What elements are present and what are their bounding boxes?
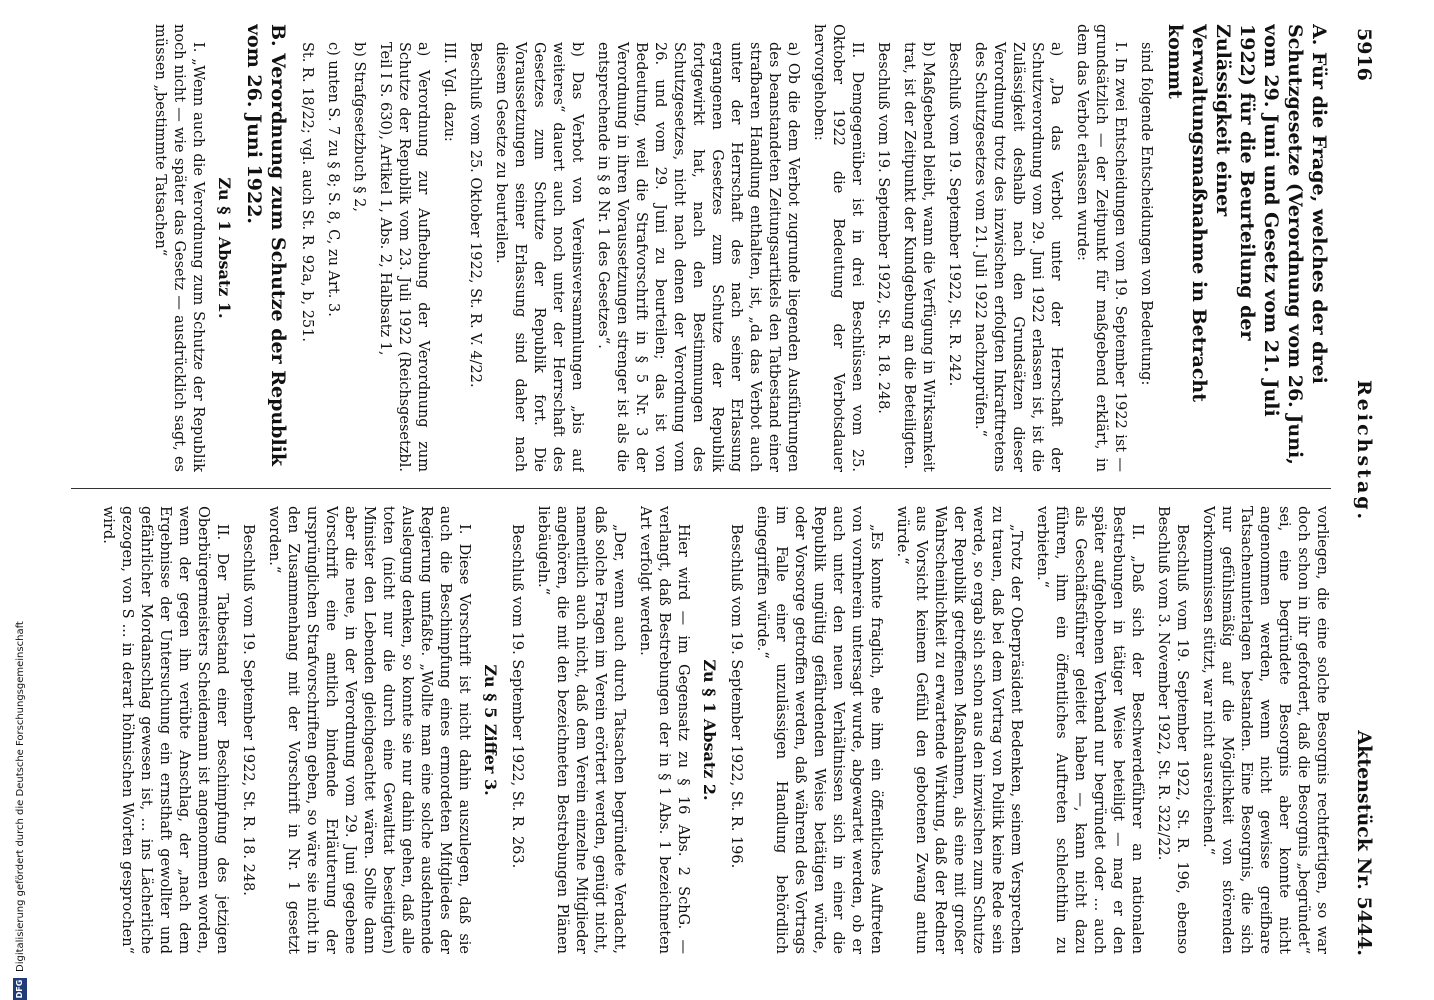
rotated-document-page [45,20,1375,980]
reference: Beschluß vom 19. September 1922, St. R. 18. 248. [875,42,891,414]
paragraph: Hier wird — im Gegensatz zu § 16 Abs. 2 SchG. — verlangt, daß Bestrebungen der in § 1 Abs. 1 bezeichneten Art verfolgt werden. [637,506,691,954]
page-header [1347,20,1375,980]
paragraph: a) Verordnung zur Aufhebung der Verordnung zum Schutze der Republik vom 23. Juli 1922 (Reichsgesetzbl. Teil I S. 630), Artikel 1, Abs. 2, Halbsatz 1, [377,42,431,472]
paragraph: „Es konnte fraglich, ehe ihm ein öffentliches Auftreten von vornherein untersagt wurde, abgewartet werden, ob er auch unter den neuen Verhältnissen sich in einer die Republik ungültig gefährdenden Weise betätigen würde, oder Vorsorge getroffen werden, daß während des Vortrags im Falle einer unzulässigen Handlung behördlich eingegriffen würde.“ [754,506,884,954]
reference: Beschluß vom 19. September 1922, St. R. 263. [509,524,525,869]
digitization-credit [8,0,34,1000]
paragraph: III. Vgl. dazu: [441,42,457,142]
section-a-heading: A. Für die Frage, welches der drei Schutzgesetze (Verordnung vom 26. Juni, vom 29. Juni und Gesetz vom 21. Juli 1922) für die Beurteilung der Zulässigkeit einer Verwaltungsmaßnahme in Betracht kommt [1164,24,1330,465]
reference: Beschluß vom 25. Oktober 1922, St. R. V. 4/22. [467,42,483,388]
column-divider [71,488,1331,489]
dfg-logo: DFG [13,978,27,1000]
left-column [61,24,1331,472]
paragraph: I. „Wenn auch die Verordnung zum Schutze der Republik noch nicht — wie später das Gesetz — ausdrücklich sagt, es müssen „bestimmte Tatsachen“ [152,24,206,472]
page-number: 5916 [1353,28,1375,81]
subsection-heading: Zu § 1 Absatz 2. [700,659,719,801]
header-title: Reichstag. [1353,380,1375,523]
credit-text: Digitalisierung gefördert durch die Deutsche Forschungsgemeinschaft [15,621,26,972]
paragraph: b) Maßgebend bleibt, wann die Verfügung in Wirksamkeit trat, ist der Zeitpunkt der Kundgebung an die Beteiligten. [901,42,936,472]
section-b-heading: B. Verordnung zum Schutze der Republik vom 26. Juni 1922. [243,24,289,467]
subsection-heading: Zu § 1 Absatz 1. [215,177,234,319]
paragraph: II. „Daß sich der Beschwerdeführer an nationalen Bestrebungen in tätiger Weise beteiligt — mag er den später aufgehobenen Verband nur begründet oder ... auch als Geschäftsführer geleitet haben —, kann nicht dazu führen, ihm ein öffentliches Auftreten schlechthin zu verbieten.“ [1034,506,1145,954]
reference: Beschluß vom 19. September 1922, St. R. 196. [728,524,744,869]
paragraph: I. In zwei Entscheidungen vom 19. September 1922 ist — grundsätzlich — der Zeitpunkt für maßgebend erklärt, in dem das Verbot erlassen wurde: [1074,24,1128,472]
paragraph: b) Strafgesetzbuch § 2, [351,42,367,212]
paragraph: vorliegen, die eine solche Besorgnis rechtfertigen, so war doch schon in ihr gefordert, daß die Besorgnis „begründet“ sei, eine begründete Besorgnis aber konnte nicht angenommen werden, wenn nicht gewisse greifbare Tatsachenunterlagen bestanden. Eine Besorgnis, die sich nur gefühlsmäßig auf die Möglichkeit von störenden Vorkommnissen stützt, war nicht ausreichend.“ [1200,506,1330,954]
paragraph: b) Das Verbot von Vereinsversammlungen „bis auf weiteres“ dauert auch noch unter der Herrschaft des Gesetzes zum Schutze der Republik fort. Die Voraussetzungen seiner Erlassung sind daher nach diesem Gesetze zu beurteilen. [493,42,585,472]
document-label: Aktenstück Nr. 5444. [1353,730,1375,956]
reference: Beschluß vom 19. September 1922, St. R. 242. [946,42,962,387]
paragraph: I. Diese Vorschrift ist nicht dahin auszulegen, daß sie auch die Beschimpfung eines ermordeten Mitgliedes der Regierung umfaßte. „Wollte man eine solche ausdehnende Auslegung denken, so konnte sie nur dahin gehen, daß alle toten (nicht nur die durch eine Gewalttat beseitigten) Minister den Lebenden gleichgeachtet wären. Sollte dann aber die neue, in der Verordnung vom 29. Juni gegebene Vorschrift eine amtlich bindende Erläuterung der ursprünglichen Strafvorschriften geben, so wäre sie nicht in den Zusammenhang mit der Vorschrift in Nr. 1 gesetzt worden.“ [266,506,472,954]
reference: Beschluß vom 19. September 1922, St. R. 18. 248. [240,524,256,896]
paragraph: „Der, wenn auch durch Tatsachen begründete Verdacht, daß solche Fragen im Verein erörtert werden, genügt nicht, namentlich auch nicht, daß dem Verein einzelne Mitglieder angehören, die mit den bezeichneten Bestrebungen Plänen liebäugeln.“ [535,506,627,954]
paragraph: „Trotz der Oberpräsident Bedenken, seinem Versprechen zu trauen, daß bei dem Vortrag von Politik keine Rede sein werde, so ergab sich schon aus den inzwischen zum Schutze der Republik getroffenen Maßnahmen, als eine mit großer Wahrscheinlichkeit zu erwartende Wirkung, daß der Redner aus Vorsicht keinem Gefühl den gebotenen Zwang antun würde.“ [894,506,1024,954]
reference: St. R. 18/22; vgl. auch St. R. 92a, b, 251. [299,42,315,342]
paragraph: sind folgende Entscheidungen von Bedeutung: [1138,42,1154,386]
subsection-heading: Zu § 5 Ziffer 3. [481,664,500,796]
paragraph: II. Der Tatbestand einer Beschimpfung des jetzigen Oberbürgermeisters Scheidemann ist angenommen worden, wenn der gegen ihn verübte Anschlag, der „nach dem Ergebnisse der Untersuchung ein ernsthaft gewollter und gefährlicher Mordanschlag gewesen ist, ... ins Lächerliche gezogen, von S ... in derart höhnischen Worten gesprochen“ wird. [100,506,230,954]
right-column [61,506,1331,954]
paragraph: a) „Da das Verbot unter der Herrschaft der Schutzverordnung vom 29. Juni 1922 erlassen ist, ist die Zulässigkeit deshalb nach den Grundsätzen dieser Verordnung trotz des inzwischen erfolgten Inkrafttretens des Schutzgesetzes vom 21. Juli 1922 nachzuprüfen.“ [972,42,1064,472]
paragraph: a) Ob die dem Verbot zugrunde liegenden Ausführungen des beanstandeten Zeitungsartikels den Tatbestand einer strafbaren Handlung enthalten, ist, „da das Verbot auch unter der Herrschaft des nach seiner Erlassung ergangenen Gesetzes zum Schutze der Republik fortgewirkt hat, nach den Bestimmungen des Schutzgesetzes, nicht nach denen der Verordnung vom 26. und vom 29. Juni zu beurteilen; das ist von Bedeutung, weil die Strafvorschrift in § 5 Nr. 3 der Verordnung in ihren Voraussetzungen strenger ist als die entsprechende in § 8 Nr. 1 des Gesetzes“. [595,42,801,472]
reference: Beschluß vom 19. September 1922, St. R. 196, ebenso Beschluß vom 3. November 1922, St. R. 322/22. [1155,506,1190,954]
paragraph: c) unten S. 7 zu § 8; S. 8, C, zu Art. 3. [325,42,341,317]
paragraph: II. Demgegenüber ist in drei Beschlüssen vom 25. Oktober 1922 die Bedeutung der Verbotsdauer hervorgehoben: [811,24,865,472]
